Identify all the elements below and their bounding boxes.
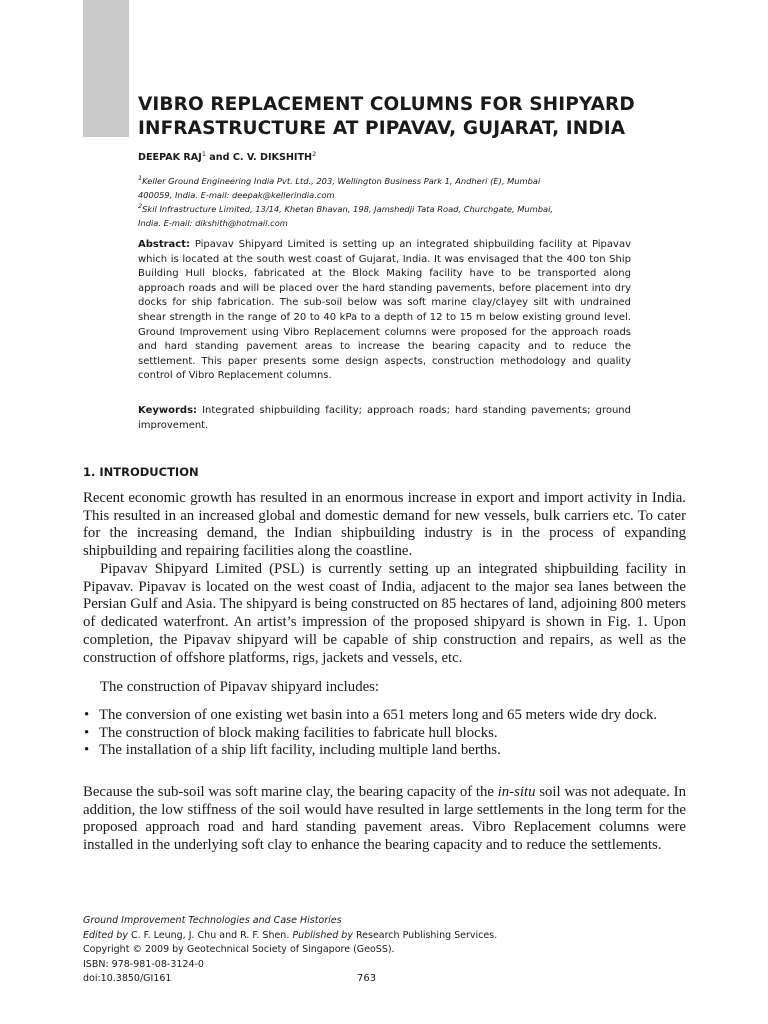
bullet-icon: • bbox=[84, 742, 90, 759]
footer-editors: C. F. Leung, J. Chu and R. F. Shen. bbox=[127, 929, 293, 941]
list-item bbox=[83, 725, 686, 743]
list-item-text: The installation of a ship lift facility, including multiple land berths. bbox=[99, 742, 501, 759]
affiliation-1 bbox=[138, 175, 638, 202]
bullet-icon: • bbox=[84, 724, 90, 741]
paragraph-4-text-start: Because the sub-soil was soft marine clay, the bearing capacity of the bbox=[83, 784, 498, 800]
footer-published-by-label: Published by bbox=[292, 929, 353, 941]
header-gray-tab bbox=[83, 0, 129, 137]
keywords-label: Keywords: bbox=[138, 405, 198, 416]
section-heading-introduction: 1. INTRODUCTION bbox=[83, 465, 199, 479]
paragraph-4-text-end: soil was not adequate. In addition, the low stiffness of the soil would have resulted in large settlements in the long term for the proposed approach road and hard standing pavement areas. Vibro Replacement columns were installed in the underlying soft clay to enhance the bearing capacity and to reduce the settlements. bbox=[83, 784, 686, 854]
bullet-icon: • bbox=[84, 707, 90, 723]
author-1-affil-mark: 1 bbox=[201, 150, 206, 158]
author-2-name: C. V. DIKSHITH bbox=[232, 152, 313, 163]
affiliation-1-line-1: Keller Ground Engineering India Pvt. Ltd., 203, Wellington Business Park 1, Andheri (E), Mumbai bbox=[142, 176, 541, 186]
affiliation-2-mark: 2 bbox=[138, 202, 143, 210]
title-line-1: VIBRO REPLACEMENT COLUMNS FOR SHIPYARD bbox=[138, 94, 635, 115]
page-number: 763 bbox=[357, 973, 377, 984]
author-list bbox=[138, 152, 316, 163]
footer-book-title: Ground Improvement Technologies and Case Histories bbox=[83, 915, 342, 926]
affiliation-1-line-2: 400059, India. E-mail: deepak@kellerindia.com bbox=[138, 189, 335, 200]
author-2-affil-mark: 2 bbox=[312, 150, 317, 158]
footer-publisher: Research Publishing Services. bbox=[352, 929, 498, 941]
footer-edited-by-label: Edited by bbox=[83, 929, 128, 941]
intro-paragraph-4 bbox=[83, 784, 686, 855]
abstract bbox=[138, 238, 631, 384]
footer-doi: doi:10.3850/GI161 bbox=[83, 973, 172, 984]
affiliation-2-line-2: India. E-mail: dikshith@hotmail.com bbox=[138, 217, 288, 228]
author-1-name: DEEPAK RAJ bbox=[138, 152, 202, 163]
paragraph-4-italic-term: in-situ bbox=[497, 784, 536, 800]
abstract-label: Abstract: bbox=[138, 239, 191, 250]
footer-isbn: ISBN: 978-981-08-3124-0 bbox=[83, 958, 204, 970]
affiliation-2-line-1: Skil Infrastructure Limited, 13/14, Khetan Bhavan, 198, Jamshedji Tata Road, Churchgate, Mumbai, bbox=[142, 204, 554, 214]
paper-title bbox=[138, 93, 698, 140]
keywords-text: Integrated shipbuilding facility; approach roads; hard standing pavements; ground improvement. bbox=[138, 405, 631, 431]
affiliation-2 bbox=[138, 203, 638, 230]
list-item-text: The conversion of one existing wet basin into a 651 meters long and 65 meters wide dry dock. bbox=[99, 707, 658, 723]
affiliation-1-mark: 1 bbox=[138, 174, 143, 182]
author-conjunction: and bbox=[205, 152, 233, 163]
list-item bbox=[83, 742, 686, 760]
intro-paragraph-1: Recent economic growth has resulted in an enormous increase in export and import activity in India. This resulted in an increased global and domestic demand for new vessels, bulk carriers etc. To cater for the increasing demand, the Indian shipbuilding industry is in the process of expanding shipbuilding and repairing facilities along the coastline. bbox=[83, 490, 686, 560]
intro-paragraph-2: Pipavav Shipyard Limited (PSL) is currently setting up an integrated shipbuilding facility in Pipavav. Pipavav is located on the west coast of India, adjacent to the major sea lanes between the Persian Gulf and Asia. The shipyard is being constructed on 85 hectares of land, adjoining 800 meters of dedicated waterfront. An artist’s impression of the proposed shipyard is shown in Fig. 1. Upon completion, the Pipavav shipyard will be capable of ship construction and repairs, as well as the construction of offshore platforms, rigs, jackets and vessels, etc. bbox=[83, 561, 686, 666]
construction-list bbox=[83, 707, 686, 760]
footer-copyright: Copyright © 2009 by Geotechnical Society of Singapore (GeoSS). bbox=[83, 944, 395, 955]
list-item bbox=[83, 707, 686, 725]
abstract-text: Pipavav Shipyard Limited is setting up an integrated shipbuilding facility at Pipavav which is located at the south west coast of Gujarat, India. It was envisaged that the 400 ton Ship Building Hull blocks, fabricated at the Block Making facility have to be transported along approach roads and will be placed over the hard standing pavements, before placement into dry docks for ship fabrication. The sub-soil below was soft marine clay/clayey silt with undrained shear strength in the range of 20 to 40 kPa to a depth of 12 to 15 m below existing ground level. Ground Improvement using Vibro Replacement columns were proposed for the approach roads and hard standing pavement areas to increase the bearing capacity and to reduce the settlement. This paper presents some design aspects, construction methodology and quality control of Vibro Replacement columns. bbox=[138, 239, 631, 382]
keywords bbox=[138, 404, 631, 433]
list-item-text: The construction of block making facilities to fabricate hull blocks. bbox=[99, 724, 498, 741]
intro-paragraph-3: The construction of Pipavav shipyard includes: bbox=[100, 679, 380, 695]
title-line-2: INFRASTRUCTURE AT PIPAVAV, GUJARAT, INDIA bbox=[138, 117, 626, 139]
